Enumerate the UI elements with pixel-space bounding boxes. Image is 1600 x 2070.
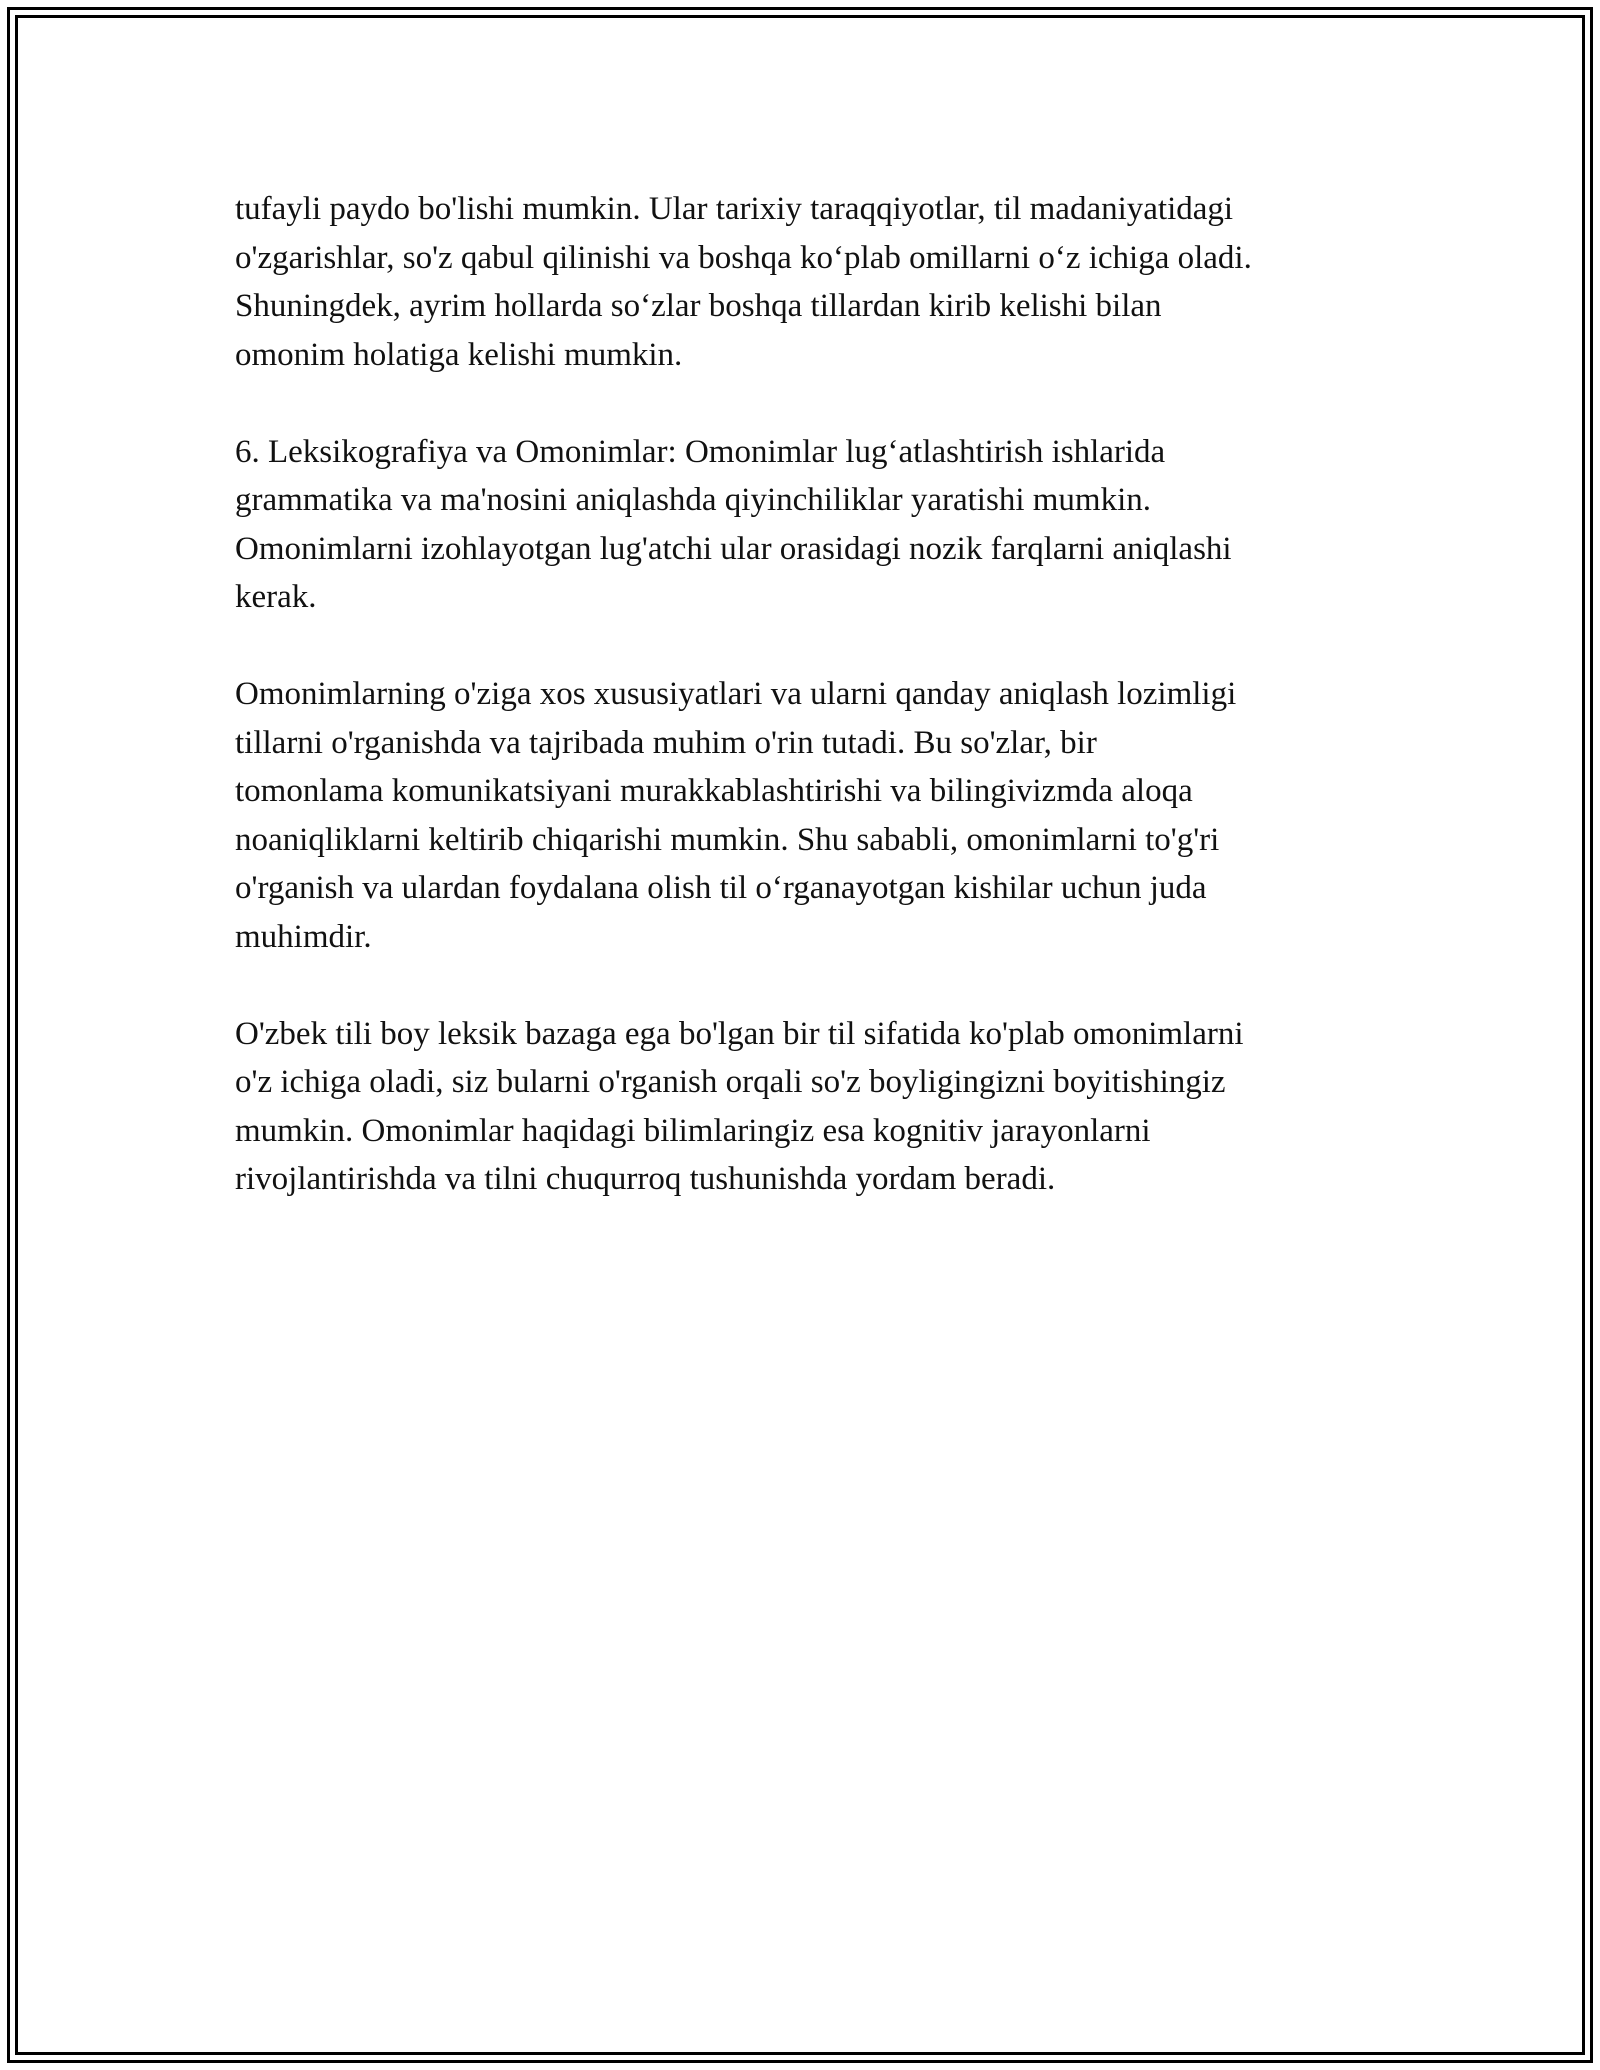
text-line: O'zbek tili boy leksik bazaga ega bo'lgan bir til sifatida ko'plab omonimlarni bbox=[235, 1015, 1244, 1052]
text-line: Omonimlarning o'ziga xos xususiyatlari va ularni qanday aniqlash lozimligi bbox=[235, 676, 1237, 712]
text-line: 6. Leksikografiya va Omonimlar: Omonimlar lug‘atlashtirish ishlarida bbox=[235, 433, 1166, 470]
text-line: o'rganish va ulardan foydalana olish til o‘rganayotgan kishilar uchun juda bbox=[235, 870, 1207, 906]
text-line: Omonimlarni izohlayotgan lug'atchi ular orasidagi nozik farqlarni aniqlashi bbox=[235, 530, 1232, 567]
paragraph-4 bbox=[235, 1010, 1385, 1204]
text-line: omonim holatiga kelishi mumkin. bbox=[235, 336, 683, 373]
text-line: Shuningdek, ayrim hollarda so‘zlar boshqa tillardan kirib kelishi bilan bbox=[235, 288, 1162, 324]
text-line: mumkin. Omonimlar haqidagi bilimlaringiz esa kognitiv jarayonlarni bbox=[235, 1112, 1151, 1149]
text-line: rivojlantirishda va tilni chuqurroq tushunishda yordam beradi. bbox=[235, 1161, 1056, 1197]
paragraph-1 bbox=[235, 185, 1385, 379]
text-line: tomonlama komunikatsiyani murakkablashtirishi va bilingivizmda aloqa bbox=[235, 773, 1193, 809]
text-line: grammatika va ma'nosini aniqlashda qiyinchiliklar yaratishi mumkin. bbox=[235, 482, 1151, 518]
text-line: o'zgarishlar, so'z qabul qilinishi va boshqa ko‘plab omillarni o‘z ichiga oladi. bbox=[235, 239, 1252, 276]
text-line: tufayli paydo bo'lishi mumkin. Ular tarixiy taraqqiyotlar, til madaniyatidagi bbox=[235, 191, 1234, 227]
text-line: noaniqliklarni keltirib chiqarishi mumkin. Shu sababli, omonimlarni to'g'ri bbox=[235, 821, 1220, 858]
text-line: kerak. bbox=[235, 579, 317, 615]
text-line: tillarni o'rganishda va tajribada muhim o'rin tutadi. Bu so'zlar, bir bbox=[235, 724, 1097, 761]
document-body bbox=[235, 185, 1385, 1252]
paragraph-3 bbox=[235, 670, 1385, 961]
text-line: muhimdir. bbox=[235, 918, 372, 955]
text-line: o'z ichiga oladi, siz bularni o'rganish orqali so'z boyligingizni boyitishingiz bbox=[235, 1064, 1226, 1100]
paragraph-2 bbox=[235, 428, 1385, 622]
